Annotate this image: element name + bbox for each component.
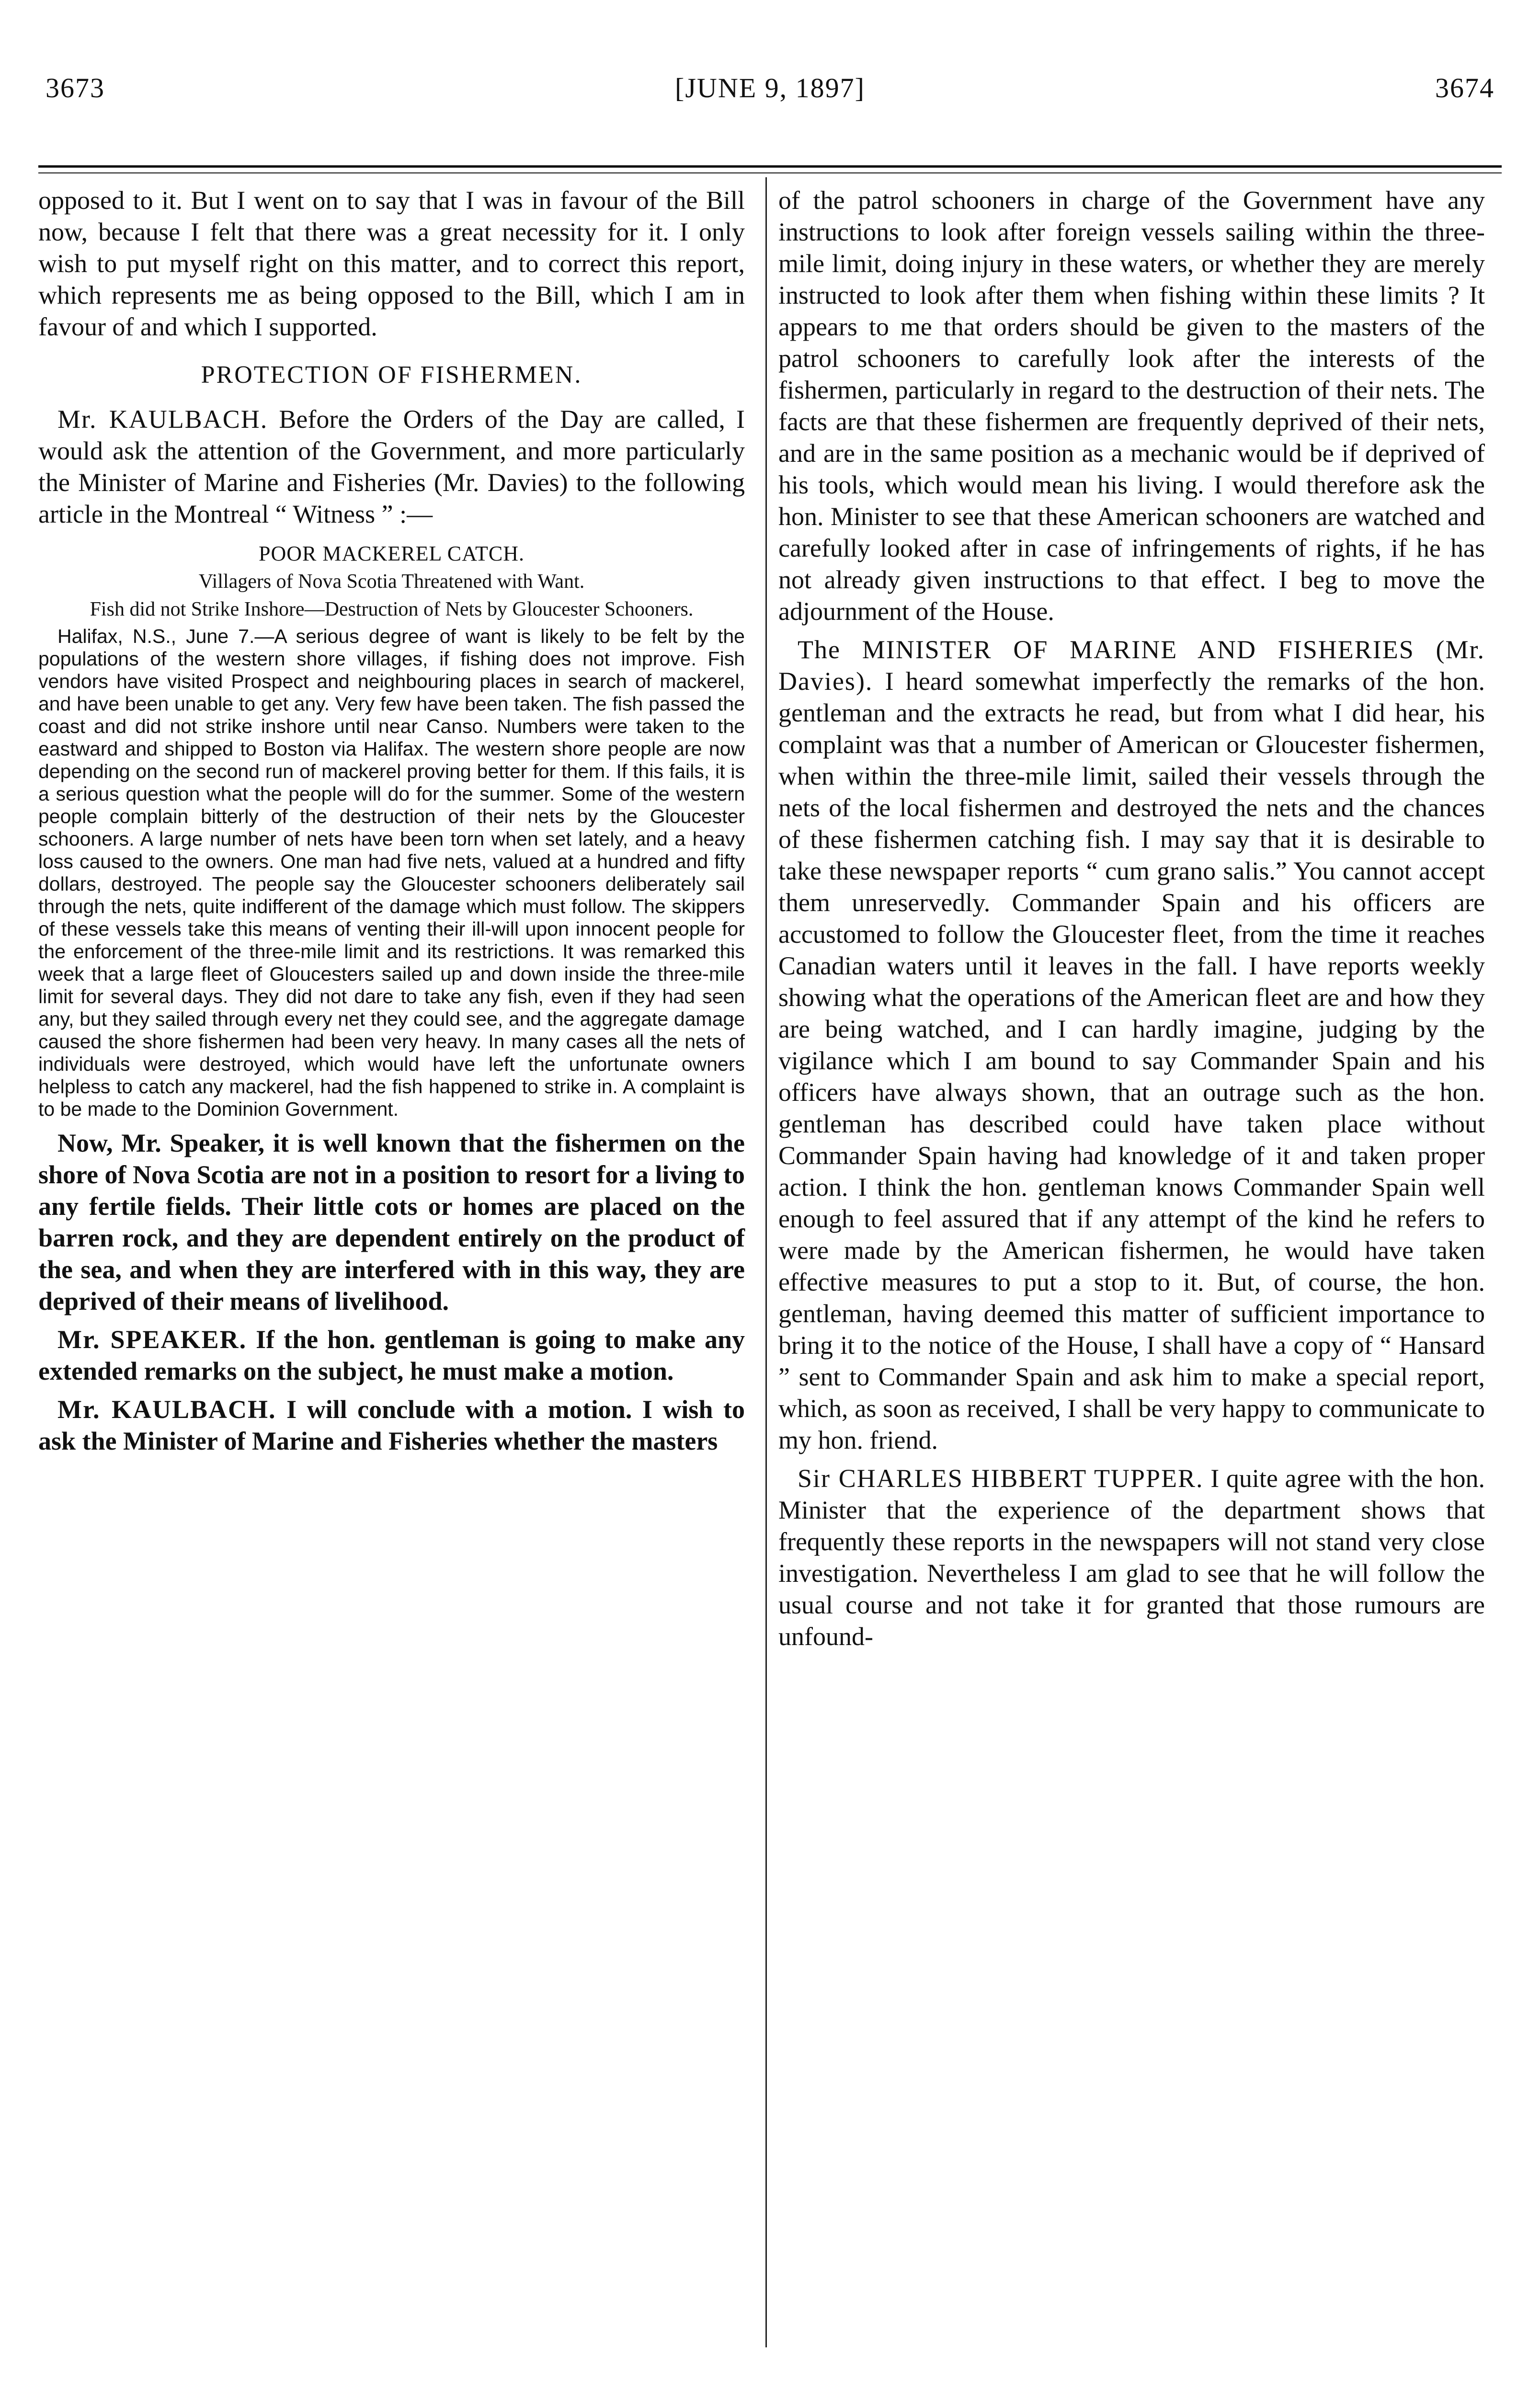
speech-text: If the hon. gentleman is going to make any extended remarks on the subject, he must make a motion. [38,1325,745,1385]
paragraph-speaker [38,1324,745,1387]
paragraph-kaulbach-1 [38,403,745,530]
header-rule-thin [38,172,1502,173]
page-header [38,72,1502,125]
speaker-name: Sir CHARLES HIBBERT TUPPER. [798,1464,1204,1493]
quoted-article: Halifax, N.S., June 7.—A serious degree of want is likely to be felt by the populations of the western shore villages, if fishing does not improve. Fish vendors have visited Prospect and neighbouring places in search of mackerel, and have been unable to get any. Very few have been taken. The fish passed the coast and did not strike inshore until near Canso. Numbers were taken to the eastward and shipped to Boston via Halifax. The western shore people are now depending on the second run of mackerel proving better for them. If this fails, it is a serious question what the people will do for the summer. Some of the western people complain bitterly of the destruction of their nets by the Gloucester schooners. A large number of nets have been torn when set lately, and a heavy loss caused to the owners. One man had five nets, valued at a hundred and fifty dollars, destroyed. The people say the Gloucester schooners deliberately sail through the nets, quite indifferent of the damage which must follow. The skippers of these vessels take this means of venting their ill-will upon innocent people for the enforcement of the three-mile limit and its restrictions. It was remarked this week that a large fleet of Gloucesters sailed up and down inside the three-mile limit for several days. They did not dare to take any fish, even if they had seen any, but they sailed through every net they could see, and the aggregate damage caused the shore fishermen had been very heavy. In many cases all the nets of individuals were destroyed, which would have left the unfortunate owners helpless to catch any mackerel, had the fish happened to strike in. A complaint is to be made to the Dominion Government. [38,625,745,1120]
speech-text: I heard somewhat imperfectly the remarks of the hon. gentleman and the extracts he read, but from what I did hear, his complaint was that a number of American or Gloucester fishermen, when within the three-mile limit, sailed their vessels through the nets of the local fishermen and destroyed the nets and the chances of these fishermen catching fish. I may say that it is desirable to take these newspaper reports “ cum grano salis.” You cannot accept them unreservedly. Commander Spain and his officers are accustomed to follow the Gloucester fleet, from the time it reaches Canadian waters until it leaves in the fall. I have reports weekly showing what the operations of the American fleet are and how they are being watched, and I can hardly imagine, judging by the vigilance which I am bound to say Commander Spain and his officers have always shown, that an outrage such as the hon. gentleman has described could have taken place without Commander Spain having had knowledge of it and taken proper action. I think the hon. gentleman knows Commander Spain well enough to feel assured that if any attempt of the kind he refers to were made by the American fishermen, he would have taken effective measures to put a stop to it. But, of course, the hon. gentleman, having deemed this matter of sufficient importance to bring it to the notice of the House, I shall have a copy of “ Hansard ” sent to Commander Spain and ask him to make a special report, which, as soon as received, I shall be very happy to communicate to my hon. friend. [778,667,1485,1454]
speaker-name: Mr. SPEAKER. [57,1325,247,1354]
paragraph-continuation: opposed to it. But I went on to say that I was in favour of the Bill now, because I felt that there was a great necessity for it. I only wish to put myself right on this matter, and to correct this report, which represents me as being opposed to the Bill, which I am in favour of and which I supported. [38,186,745,341]
paragraph-kaulbach-3 [38,1394,745,1457]
paragraph-kaulbach-2: Now, Mr. Speaker, it is well known that the fishermen on the shore of Nova Scotia are not in a position to resort for a living to any fertile fields. Their little cots or homes are placed on the barren rock, and they are dependent entirely on the product of the sea, and when they are interfered with in this way, they are deprived of their means of livelihood. [38,1129,745,1315]
quote-subtitle-1: Villagers of Nova Scotia Threatened with Want. [198,571,585,593]
left-page-number: 3673 [46,72,105,103]
quote-title: POOR MACKEREL CATCH. [259,542,525,565]
page-date: [JUNE 9, 1897] [675,72,865,103]
right-page-number: 3674 [1435,72,1494,103]
header-rule-thick [38,165,1502,168]
speaker-name: Mr. KAULBACH. [57,1395,276,1424]
section-heading: PROTECTION OF FISHERMEN. [201,361,582,389]
paragraph-continuation: of the patrol schooners in charge of the Government have any instructions to look after foreign vessels sailing within the three-mile limit, doing injury in these waters, or whether they are merely instructed to look after them when fishing within these limits ? It appears to me that orders should be given to the masters of the patrol schooners to carefully look after the interests of the fishermen, particularly in regard to the destruction of their nets. The facts are that these fishermen are frequently deprived of their nets, and are in the same position as a mechanic would be if deprived of his tools, which would mean his living. I would therefore ask the hon. Minister to see that these American schooners are watched and carefully looked after in case of infringements of rights, if he has not already given instructions to that effect. I beg to move the adjournment of the House. [778,186,1485,626]
left-column [38,184,745,1464]
speech-text: I will conclude with a motion. I wish to ask the Minister of Marine and Fisheries whether the masters [38,1395,745,1455]
right-column [778,184,1485,1659]
quote-subtitle-2: Fish did not Strike Inshore—Destruction of Nets by Gloucester Schooners. [90,598,694,620]
speaker-name: Mr. KAULBACH. [57,405,268,434]
speaker-name: The MINISTER OF MARINE AND FISHERIES (Mr. Davies). [778,635,1485,696]
paragraph-tupper [778,1463,1485,1652]
paragraph-minister [778,634,1485,1456]
speech-text: I quite agree with the hon. Minister that the experience of the department shows that frequently these reports in the newspapers will not stand very close investigation. Nevertheless I am glad to see that he will follow the usual course and not take it for granted that those rumours are unfound- [778,1464,1485,1651]
column-divider [765,177,767,2347]
speech-text: Before the Orders of the Day are called, I would ask the attention of the Government, and more particularly the Minister of Marine and Fisheries (Mr. Davies) to the following article in the Montreal “ Witness ” :— [38,405,745,528]
